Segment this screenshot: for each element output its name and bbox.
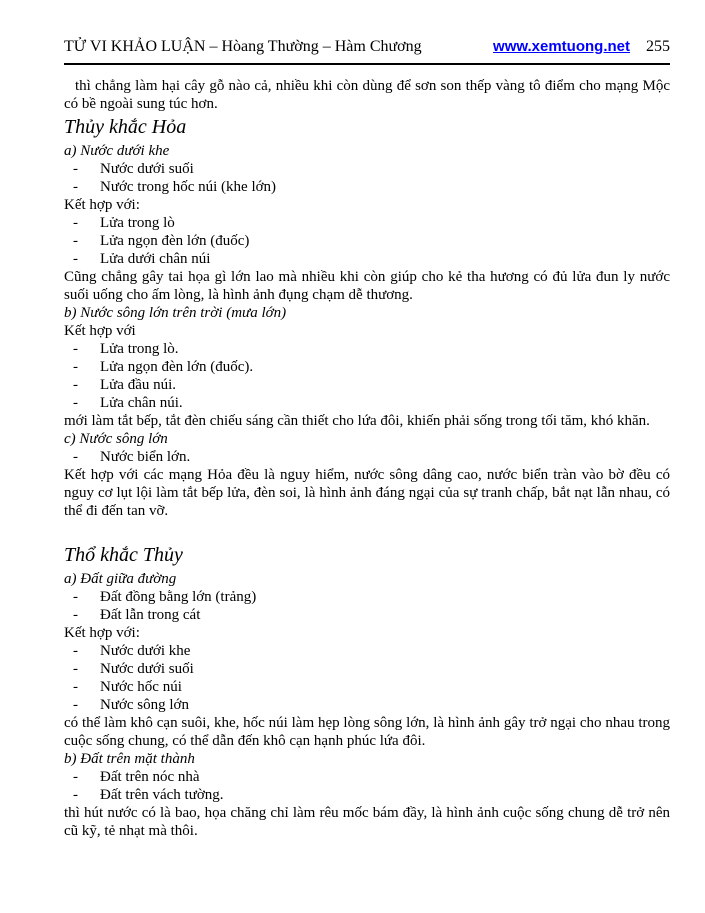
list-item-text: Đất lẫn trong cát [100, 607, 201, 623]
list-dash: - [73, 395, 78, 411]
list-label: Kết hợp với: [64, 625, 140, 641]
header-right-group [493, 38, 670, 56]
list-item [64, 448, 670, 466]
list-dash: - [73, 359, 78, 375]
list-dash: - [73, 643, 78, 659]
list-dash: - [73, 607, 78, 623]
list-item-text: Nước trong hốc núi (khe lớn) [100, 179, 277, 195]
list-item [64, 340, 670, 358]
list-dash: - [73, 161, 78, 177]
list-dash: - [73, 769, 78, 785]
list-item-text: Lửa ngọn đèn lớn (đuốc) [100, 233, 250, 249]
page-body [64, 77, 670, 840]
page-header [64, 0, 670, 56]
list-item [64, 250, 670, 268]
list-item-text: Đất trên vách tường. [100, 787, 224, 803]
list-item [64, 358, 670, 376]
list-item-text: Lửa dưới chân núi [100, 251, 211, 267]
list-item-text: Nước dưới suối [100, 161, 194, 177]
list-dash: - [73, 589, 78, 605]
list-item-text: Lửa trong lò. [100, 341, 179, 357]
site-url-link[interactable]: www.xemtuong.net [493, 38, 630, 55]
list-item-text: Nước biển lớn. [100, 449, 191, 465]
list-dash: - [73, 341, 78, 357]
paragraph: có thể làm khô cạn suôi, khe, hốc núi làm hẹp lòng sông lớn, là hình ảnh gây trở ngại cho nhau trong cuộc sống chung, có thể dẫn đến khô cạn hạnh phúc lứa đôi. [64, 715, 670, 749]
list-item-text: Nước hốc núi [100, 679, 182, 695]
list-label: Kết hợp với: [64, 197, 140, 213]
list-item-text: Lửa trong lò [100, 215, 175, 231]
list-dash: - [73, 215, 78, 231]
list-dash: - [73, 179, 78, 195]
list-item [64, 660, 670, 678]
list-item [64, 696, 670, 714]
list-item-text: Nước dưới khe [100, 643, 191, 659]
paragraph: mới làm tắt bếp, tắt đèn chiếu sáng cần thiết cho lứa đôi, khiến phải sống trong tối tăm, khó khăn. [64, 413, 650, 429]
list-item-text: Nước sông lớn [100, 697, 189, 713]
paragraph: Kết hợp với các mạng Hỏa đều là nguy hiểm, nước sông dâng cao, nước biển tràn vào bờ đều có nguy cơ lụt lội làm tắt bếp lửa, đèn soi, là hình ảnh đáng ngại của sự tranh chấp, bắt nạt lẫn nhau, có thể đi đến tan vỡ. [64, 467, 670, 519]
sub-heading: b) Nước sông lớn trên trời (mưa lớn) [64, 305, 287, 321]
list-item-text: Nước dưới suối [100, 661, 194, 677]
header-divider [64, 63, 670, 65]
list-item [64, 768, 670, 786]
list-item-text: Lửa đầu núi. [100, 377, 177, 393]
list-item [64, 678, 670, 696]
list-item [64, 786, 670, 804]
list-item [64, 588, 670, 606]
section-heading: Thủy khắc Hỏa [64, 116, 187, 138]
sub-heading: b) Đất trên mặt thành [64, 751, 195, 767]
header-title: TỬ VI KHẢO LUẬN – Hòang Thường – Hàm Chương [64, 38, 422, 55]
list-item [64, 232, 670, 250]
sub-heading: c) Nước sông lớn [64, 431, 168, 447]
paragraph: thì hút nước có là bao, họa chăng chỉ làm rêu mốc bám đầy, là hình ảnh cuộc sống chung dễ trở nên cũ kỹ, tẻ nhạt mà thôi. [64, 805, 670, 839]
list-item-text: Lửa chân núi. [100, 395, 183, 411]
list-label: Kết hợp với [64, 323, 136, 339]
list-item [64, 160, 670, 178]
list-dash: - [73, 449, 78, 465]
list-item [64, 178, 670, 196]
list-item [64, 394, 670, 412]
list-dash: - [73, 697, 78, 713]
list-item-text: Lửa ngọn đèn lớn (đuốc). [100, 359, 254, 375]
paragraph: Cũng chẳng gây tai họa gì lớn lao mà nhiều khi còn giúp cho kẻ tha hương có đủ lửa đun ly nước suối uống cho ấm lòng, là hình ảnh đụng chạm dễ thương. [64, 269, 670, 303]
list-dash: - [73, 251, 78, 267]
sub-heading: a) Nước dưới khe [64, 143, 170, 159]
section-heading: Thổ khắc Thủy [64, 544, 183, 566]
list-item [64, 214, 670, 232]
list-dash: - [73, 233, 78, 249]
list-item [64, 606, 670, 624]
list-dash: - [73, 787, 78, 803]
sub-heading: a) Đất giữa đường [64, 571, 177, 587]
paragraph: thì chẳng làm hại cây gỗ nào cả, nhiều khi còn dùng để sơn son thếp vàng tô điểm cho mạng Mộc có bề ngoài sung túc hơn. [64, 78, 670, 112]
list-item-text: Đất trên nóc nhà [100, 769, 200, 785]
list-dash: - [73, 661, 78, 677]
list-dash: - [73, 377, 78, 393]
list-item [64, 642, 670, 660]
list-item [64, 376, 670, 394]
page-number: 255 [646, 38, 670, 55]
list-dash: - [73, 679, 78, 695]
list-item-text: Đất đồng bằng lớn (trảng) [100, 589, 257, 605]
